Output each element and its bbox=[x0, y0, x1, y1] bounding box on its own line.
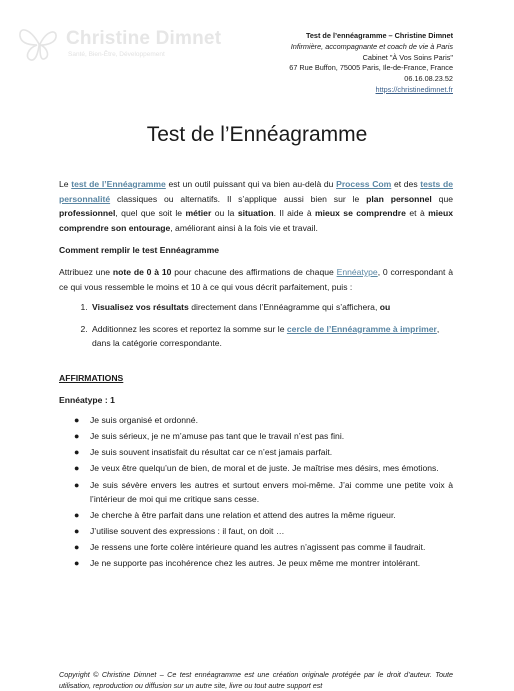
how-text: pour chacune des affirmations de chaque bbox=[171, 266, 337, 277]
list-item bbox=[74, 556, 453, 571]
header-cabinet: Cabinet "À Vos Soins Paris" bbox=[362, 52, 453, 62]
step-text: directement dans l’Ennéagramme qui s’affichera, bbox=[188, 302, 380, 313]
header-address: 67 Rue Buffon, 75005 Paris, Ile-de-France, France bbox=[289, 63, 453, 73]
step-bold: ou bbox=[379, 302, 391, 313]
header-phone: 06.16.08.23.52 bbox=[404, 74, 453, 84]
bullet-icon: ● bbox=[74, 510, 80, 521]
step-text: Additionnez les scores et reportez la somme sur le bbox=[92, 323, 287, 334]
bullet-icon: ● bbox=[74, 542, 80, 553]
step-item bbox=[90, 322, 453, 351]
intro-text: . Il aide à bbox=[273, 208, 316, 219]
header-contact bbox=[289, 31, 453, 96]
item-text: Je veux être quelqu’un de bien, de moral et de juste. Je maîtrise mes désirs, mes émotions. bbox=[90, 463, 439, 474]
personality-tests-link[interactable]: tests de personnalité bbox=[59, 179, 454, 204]
enneatype-heading: Ennéatype : 1 bbox=[59, 394, 115, 405]
list-item bbox=[74, 478, 453, 507]
intro-bold: mieux comprendre son entourage bbox=[59, 208, 453, 233]
document-body bbox=[59, 177, 453, 573]
intro-text: et à bbox=[405, 208, 429, 219]
process-com-link[interactable]: Process Com bbox=[336, 179, 392, 189]
logo bbox=[16, 24, 238, 64]
step-text: , dans la catégorie correspondante. bbox=[92, 323, 440, 349]
item-text: Je ressens une forte colère intérieure quand les autres n’agissent pas comme il faudrait. bbox=[90, 542, 426, 553]
intro-text: Le bbox=[59, 179, 72, 189]
item-text: Je ne supporte pas incohérence chez les autres. Je peux même me montrer intolérant. bbox=[90, 558, 421, 569]
copyright-footer: Copyright © Christine Dimnet – Ce test ennéagramme est une création originale protégée par le droit d’auteur. Toute utilisation, reproduction ou diffusion sur un autre site, livre ou tout autre support est bbox=[59, 670, 453, 690]
intro-text: est un outil puissant qui va bien au-delà du bbox=[165, 179, 337, 189]
bullet-icon: ● bbox=[74, 479, 80, 490]
intro-bold: mieux se comprendre bbox=[315, 208, 406, 219]
item-text: Je suis organisé et ordonné. bbox=[90, 415, 198, 426]
document-title: Test de l’Ennéagramme bbox=[146, 123, 368, 146]
intro-bold: situation bbox=[237, 208, 274, 219]
logo-tagline: Santé, Bien-Être, Développement bbox=[68, 51, 165, 58]
bullet-icon: ● bbox=[74, 463, 80, 474]
how-to-paragraph bbox=[59, 265, 453, 294]
enneagram-test-link[interactable]: test de l’Ennéagramme bbox=[71, 179, 166, 189]
intro-text: ou la bbox=[211, 208, 238, 219]
intro-bold: plan personnel bbox=[366, 193, 432, 204]
affirmations-heading: AFFIRMATIONS bbox=[59, 372, 124, 383]
list-item bbox=[74, 429, 453, 444]
how-text: Attribuez une bbox=[59, 266, 113, 277]
step-bold: Visualisez vos résultats bbox=[92, 302, 189, 313]
item-text: Je cherche à être parfait dans une relation et attend des autres la même rigueur. bbox=[90, 510, 396, 521]
how-to-heading: Comment remplir le test Ennéagramme bbox=[59, 245, 219, 256]
intro-paragraph bbox=[59, 177, 453, 235]
intro-text: classiques ou alternatifs. Il s’applique aussi bien sur le bbox=[110, 193, 367, 204]
header-title: Test de l’ennéagramme – Christine Dimnet bbox=[305, 31, 453, 40]
bullet-icon: ● bbox=[74, 415, 80, 426]
how-text: , 0 correspondant à ce qui vous ressemble le moins et 10 à ce qui vous décrit parfaitement, puis : bbox=[59, 266, 453, 292]
list-item bbox=[74, 524, 453, 539]
list-item bbox=[74, 540, 453, 555]
list-item bbox=[74, 461, 453, 476]
affirmations-list bbox=[59, 413, 453, 571]
list-item bbox=[74, 413, 453, 428]
website-link[interactable]: https://christinedimnet.fr bbox=[375, 84, 453, 94]
enneatype-link[interactable]: Ennéatype bbox=[336, 266, 378, 277]
intro-text: et des bbox=[391, 179, 421, 189]
how-bold: note de 0 à 10 bbox=[112, 266, 172, 277]
item-text: Je suis sérieux, je ne m’amuse pas tant que le travail n’est pas fini. bbox=[90, 431, 345, 442]
bullet-icon: ● bbox=[74, 431, 80, 442]
butterfly-icon bbox=[16, 24, 62, 64]
intro-text: , quel que soit le bbox=[115, 208, 186, 219]
bullet-icon: ● bbox=[74, 558, 80, 569]
item-text: Je suis sévère envers les autres et surtout envers moi-même. J’ai comme une petite voix à l’intérieur de moi qui me critique sans cesse. bbox=[90, 479, 453, 505]
intro-text: , améliorant ainsi à la fois vie et travail. bbox=[170, 222, 318, 233]
intro-bold: métier bbox=[185, 208, 212, 219]
list-item bbox=[74, 508, 453, 523]
steps-list bbox=[59, 300, 453, 351]
intro-text: que bbox=[431, 193, 454, 204]
list-item bbox=[74, 445, 453, 460]
header-subtitle: Infirmière, accompagnante et coach de vie à Paris bbox=[290, 41, 453, 51]
item-text: Je suis souvent insatisfait du résultat car ce n’est jamais parfait. bbox=[90, 447, 333, 458]
item-text: J’utilise souvent des expressions : il faut, on doit … bbox=[90, 526, 285, 537]
intro-bold: professionnel bbox=[59, 208, 116, 219]
enneagram-circle-link[interactable]: cercle de l’Ennéagramme à imprimer bbox=[286, 323, 437, 334]
logo-name: Christine Dimnet bbox=[66, 28, 222, 49]
bullet-icon: ● bbox=[74, 447, 80, 458]
step-item bbox=[90, 300, 453, 315]
bullet-icon: ● bbox=[74, 526, 80, 537]
